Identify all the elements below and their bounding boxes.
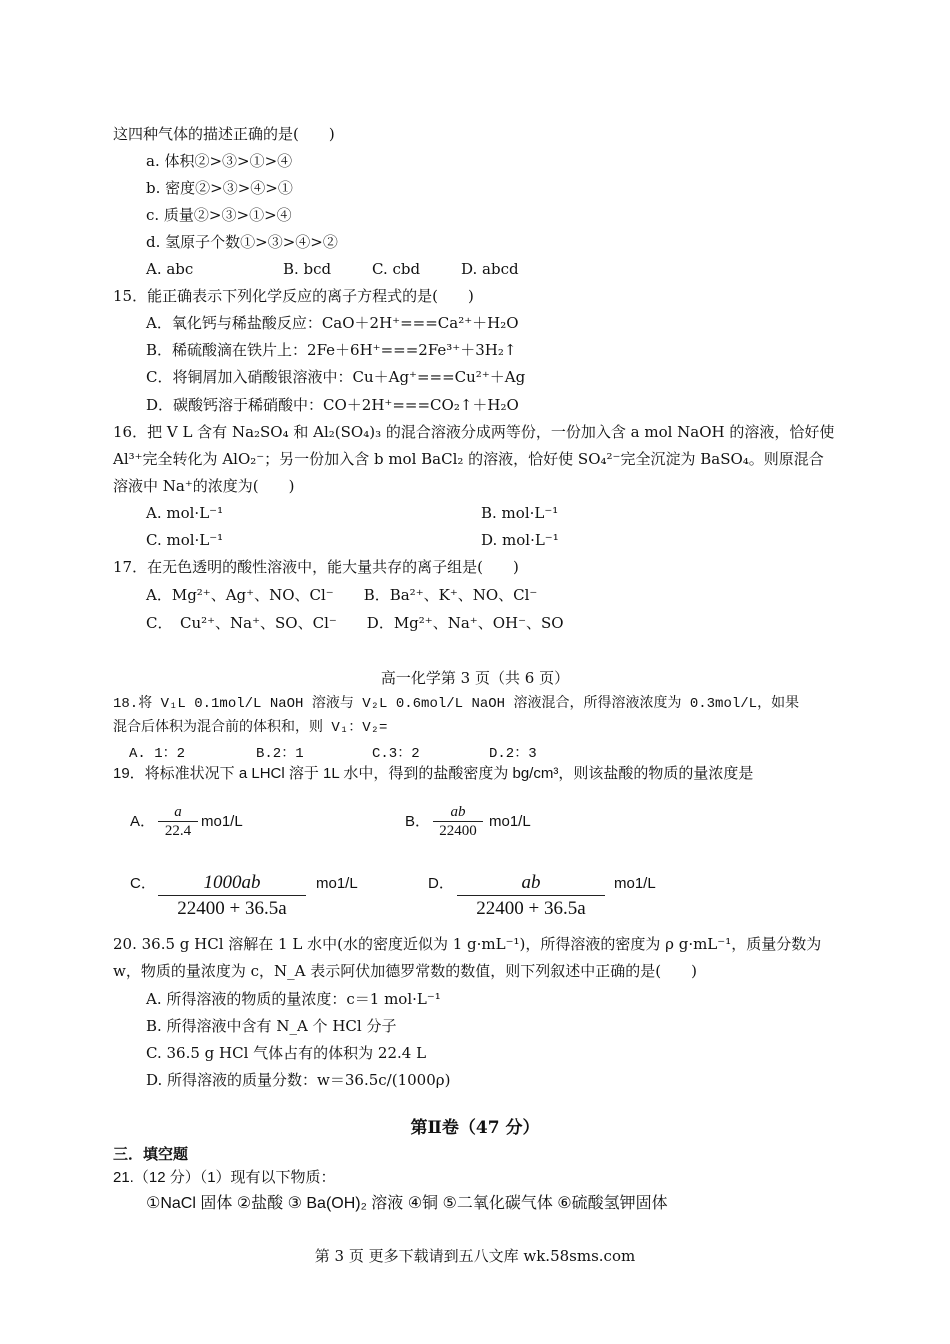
q14-option-c: C. cbd bbox=[372, 260, 421, 278]
q15-stem: 15．能正确表示下列化学反应的离子方程式的是( ) bbox=[113, 287, 474, 305]
q18-line2: 混合后体积为混合前的体积和，则 V₁：V₂= bbox=[113, 720, 388, 736]
q16-option-b: B. mol·L⁻¹ bbox=[481, 504, 559, 522]
q16-option-d: D. mol·L⁻¹ bbox=[481, 531, 559, 549]
q16-option-c: C. mol·L⁻¹ bbox=[146, 531, 224, 549]
q14-option-d: D. abcd bbox=[461, 260, 519, 278]
q19-option-d-fraction bbox=[457, 870, 605, 921]
q15-option-c: C．将铜屑加入硝酸银溶液中：Cu＋Ag⁺===Cu²⁺＋Ag bbox=[146, 368, 526, 386]
q16-line3: 溶液中 Na⁺的浓度为( ) bbox=[113, 477, 295, 495]
q20-line1: 20. 36.5 g HCl 溶解在 1 L 水中(水的密度近似为 1 g·mL⁻¹)，所得溶液的密度为 ρ g·mL⁻¹，质量分数为 bbox=[113, 935, 822, 953]
q16-option-a: A. mol·L⁻¹ bbox=[146, 504, 224, 522]
mid-page-footer: 高一化学第 3 页（共 6 页） bbox=[380, 669, 570, 687]
q16-line1: 16．把 V L 含有 Na₂SO₄ 和 Al₂(SO₄)₃ 的混合溶液分成两等份，一份加入含 a mol NaOH 的溶液，恰好使 bbox=[113, 423, 835, 441]
q19-a-denominator: 22.4 bbox=[164, 823, 192, 839]
q20-option-c: C. 36.5 g HCl 气体占有的体积为 22.4 L bbox=[146, 1044, 427, 1062]
q19-d-denominator: 22400 + 36.5a bbox=[476, 898, 586, 919]
q18-line1: 18.将 V₁L 0.1mol/L NaOH 溶液与 V₂L 0.6mol/L NaOH 溶液混合，所得溶液浓度为 0.3mol/L，如果 bbox=[113, 696, 800, 712]
q15-option-b: B．稀硫酸滴在铁片上：2Fe＋6H⁺===2Fe³⁺＋3H₂↑ bbox=[146, 341, 517, 359]
q17-stem: 17．在无色透明的酸性溶液中，能大量共存的离子组是( ) bbox=[113, 558, 519, 576]
q14-item-b: b. 密度②>③>④>① bbox=[146, 179, 293, 197]
q18-option-a: A. 1：2 bbox=[129, 746, 186, 762]
q20-option-d: D. 所得溶液的质量分数：w＝36.5c/(1000ρ) bbox=[146, 1071, 451, 1089]
q19-b-denominator: 22400 bbox=[439, 823, 477, 839]
q19-option-a-label: A． bbox=[130, 813, 156, 830]
q14-option-b: B. bcd bbox=[283, 260, 332, 278]
q19-option-c-fraction bbox=[158, 870, 306, 921]
q19-d-numerator: ab bbox=[457, 870, 605, 896]
q18-option-b: B.2：1 bbox=[256, 746, 304, 762]
q20-option-b: B. 所得溶液中含有 N_A 个 HCl 分子 bbox=[146, 1017, 397, 1035]
q14-item-c: c. 质量②>③>①>④ bbox=[146, 206, 292, 224]
q19-option-b-unit: mo1/L bbox=[489, 813, 531, 830]
q19-option-c-unit: mo1/L bbox=[316, 875, 358, 892]
q21-line1: 21.（12 分）（1）现有以下物质： bbox=[113, 1169, 336, 1186]
q20-line2: w，物质的量浓度为 c，N_A 表示阿伏加德罗常数的数值，则下列叙述中正确的是( ) bbox=[113, 962, 697, 980]
section-3-heading: 三．填空题 bbox=[113, 1145, 189, 1163]
q19-b-numerator: ab bbox=[433, 803, 483, 822]
q19-option-a-fraction bbox=[158, 803, 198, 840]
q19-c-denominator: 22400 + 36.5a bbox=[177, 898, 287, 919]
q19-option-c-label: C． bbox=[130, 875, 156, 892]
q19-a-numerator: a bbox=[158, 803, 198, 822]
q15-option-d: D．碳酸钙溶于稀硝酸中：CO＋2H⁺===CO₂↑＋H₂O bbox=[146, 396, 519, 414]
q21-line2: ①NaCl 固体 ②盐酸 ③ Ba(OH)₂ 溶液 ④铜 ⑤二氧化碳气体 ⑥硫酸氢钾固体 bbox=[146, 1195, 668, 1212]
q19-option-d-unit: mo1/L bbox=[614, 875, 656, 892]
q17-options-row1: A．Mg²⁺、Ag⁺、NO、Cl⁻ B．Ba²⁺、K⁺、NO、Cl⁻ bbox=[146, 586, 538, 604]
q15-option-a: A．氧化钙与稀盐酸反应：CaO＋2H⁺===Ca²⁺＋H₂O bbox=[146, 314, 519, 332]
page-footer: 第 3 页 更多下载请到五八文库 wk.58sms.com bbox=[314, 1247, 636, 1265]
q14-item-d: d. 氢原子个数①>③>④>② bbox=[146, 233, 338, 251]
q19-option-d-label: D． bbox=[428, 875, 454, 892]
q19-option-b-label: B． bbox=[405, 813, 431, 830]
q14-stem: 这四种气体的描述正确的是( ) bbox=[113, 125, 335, 143]
q19-stem: 19．将标准状况下 a LHCl 溶于 1L 水中，得到的盐酸密度为 bg/cm³，则该盐酸的物质的量浓度是 bbox=[113, 765, 754, 782]
section-title: 第Ⅱ卷（47 分） bbox=[410, 1118, 540, 1138]
q19-option-a-unit: mo1/L bbox=[201, 813, 243, 830]
q18-option-d: D.2：3 bbox=[489, 746, 537, 762]
q14-item-a: a. 体积②>③>①>④ bbox=[146, 152, 293, 170]
q17-options-row2: C． Cu²⁺、Na⁺、SO、Cl⁻ D．Mg²⁺、Na⁺、OH⁻、SO bbox=[146, 614, 564, 632]
q16-line2: Al³⁺完全转化为 AlO₂⁻；另一份加入含 b mol BaCl₂ 的溶液，恰好使 SO₄²⁻完全沉淀为 BaSO₄。则原混合 bbox=[113, 450, 824, 468]
q19-option-b-fraction bbox=[433, 803, 483, 840]
q14-option-a: A. abc bbox=[146, 260, 194, 278]
q19-c-numerator: 1000ab bbox=[158, 870, 306, 896]
q18-option-c: C.3：2 bbox=[372, 746, 420, 762]
q20-option-a: A. 所得溶液的物质的量浓度：c＝1 mol·L⁻¹ bbox=[146, 990, 441, 1008]
